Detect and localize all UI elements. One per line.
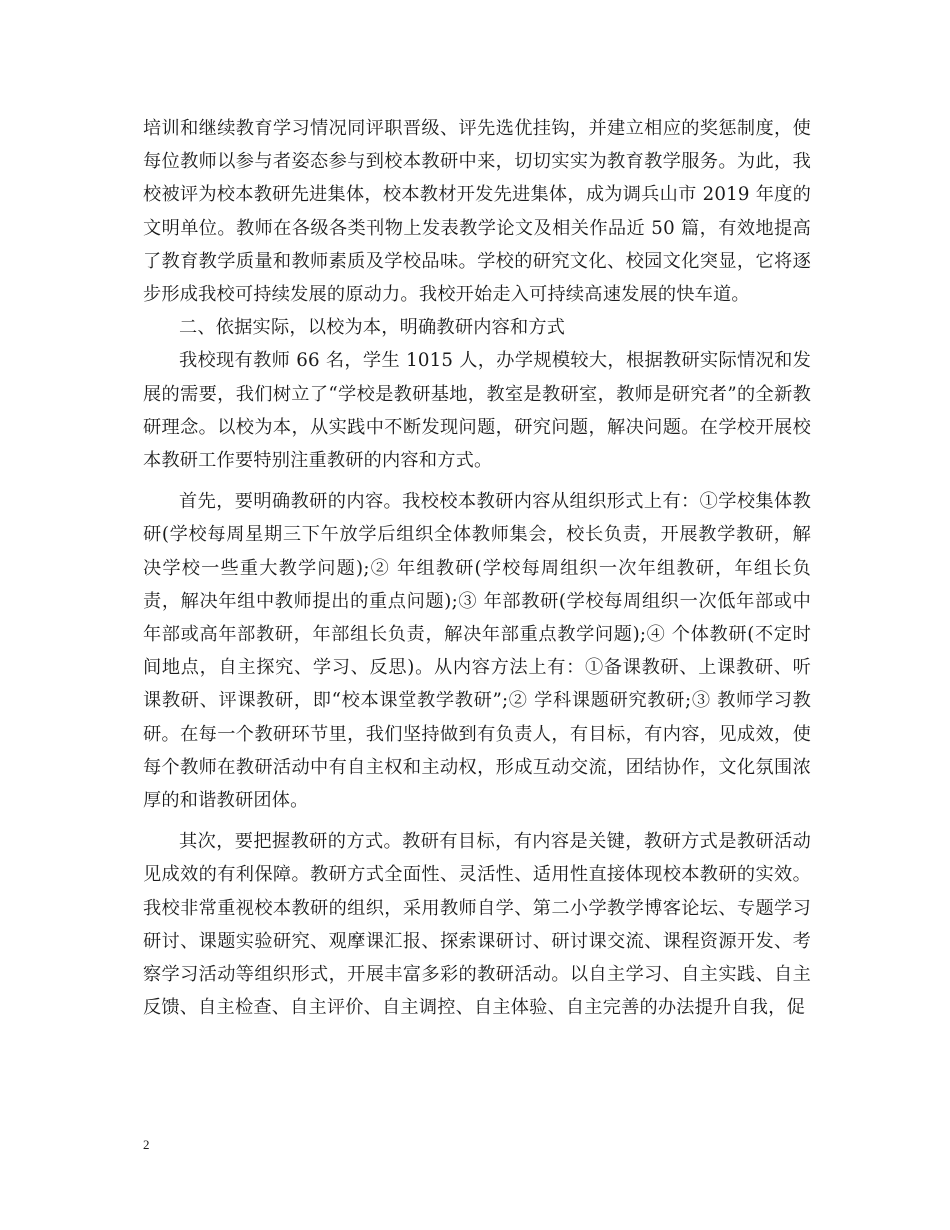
page-number: 2 — [143, 1137, 150, 1152]
paragraph-research-methods: 其次，要把握教研的方式。教研有目标，有内容是关键，教研方式是教研活动见成效的有利保障。教研方式全面性、灵活性、适用性直接体现校本教研的实效。我校非常重视校本教研的组织，采用教师自学、第二小学教学博客论坛、专题学习研讨、课题实验研究、观摩课汇报、探索课研讨、研讨课交流、课程资源开发、考察学习活动等组织形式，开展丰富多彩的教研活动。以自主学习、自主实践、自主反馈、自主检查、自主评价、自主调控、自主体验、自主完善的办法提升自我，促 — [143, 831, 811, 1019]
paragraph-school-overview: 我校现有教师 66 名，学生 1015 人，办学规模较大，根据教研实际情况和发展的需要，我们树立了“学校是教研基地，教室是教研室，教师是研究者”的全新教研理念。以校为本，从实践中不断发现问题，研究问题，解决问题。在学校开展校本教研工作要特别注重教研的内容和方式。 — [143, 350, 811, 472]
paragraph-continuation: 培训和继续教育学习情况同评职晋级、评先选优挂钩，并建立相应的奖惩制度，使每位教师以参与者姿态参与到校本教研中来，切切实实为教育教学服务。为此，我校被评为校本教研先进集体，校本教材开发先进集体，成为调兵山市 2019 年度的文明单位。教师在各级各类刊物上发表教学论文及相关作品近 50 篇，有效地提高了教育教学质量和教师素质及学校品味。学校的研究文化、校园文化突显，它将逐步形成我校可持续发展的原动力。我校开始走入可持续高速发展的快车道。 — [143, 118, 811, 306]
paragraph-research-content: 首先，要明确教研的内容。我校校本教研内容从组织形式上有：①学校集体教研(学校每周星期三下午放学后组织全体教师集会，校长负责，开展教学教研，解决学校一些重大教学问题);② 年组教研(学校每周组织一次年组教研，年组长负责，解决年组中教师提出的重点问题);③ 年部教研(学校每周组织一次低年部或中年部或高年部教研，年部组长负责，解决年部重点教学问题);④ 个体教研(不定时间地点，自主探究、学习、反思)。从内容方法上有：①备课教研、上课教研、听课教研、评课教研，即“校本课堂教学教研”;② 学科课题研究教研;③ 教师学习教研。在每一个教研环节里，我们坚持做到有负责人，有目标，有内容，见成效，使每个教师在教研活动中有自主权和主动权，形成互动交流，团结协作，文化氛围浓厚的和谐教研团体。 — [143, 491, 811, 812]
document-body — [143, 112, 811, 1024]
section-heading: 二、依据实际，以校为本，明确教研内容和方式 — [179, 317, 566, 339]
